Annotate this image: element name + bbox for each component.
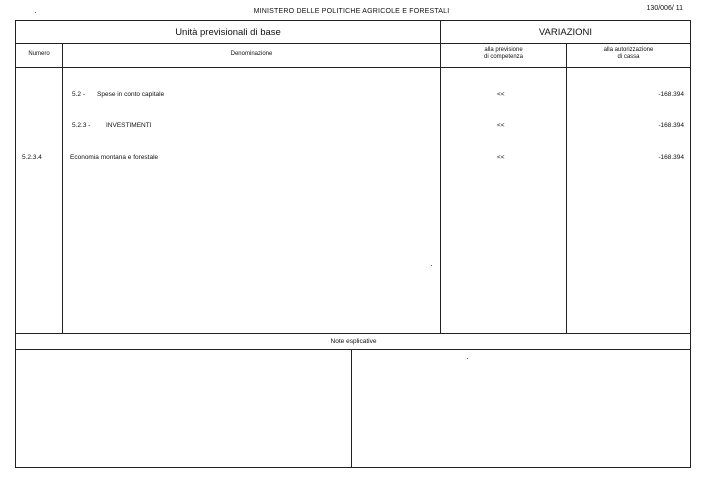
- table-top-border: [15, 20, 691, 21]
- col-header-cassa: alla autorizzazione di cassa: [603, 47, 654, 60]
- row-denominazione: Spese in conto capitale: [97, 91, 165, 98]
- row-competenza: <<: [497, 91, 505, 98]
- table-bottom-border: [15, 467, 691, 468]
- notes-title: Note esplicative: [330, 338, 377, 345]
- row-code: 5.2 -: [72, 91, 86, 98]
- group-header-unita: Unità previsionali di base: [175, 27, 281, 38]
- ministry-title: MINISTERO DELLE POLITICHE AGRICOLE E FORESTALI: [253, 8, 450, 15]
- header-divider-1: [15, 43, 691, 44]
- row-cassa: -168.394: [658, 154, 684, 161]
- header-divider-2: [15, 67, 691, 68]
- col-header-denominazione: Denominazione: [230, 51, 273, 57]
- col-divider-variazioni: [440, 20, 441, 333]
- row-cassa: -168.394: [658, 91, 684, 98]
- row-denominazione: INVESTIMENTI: [106, 122, 152, 129]
- scan-speck: [467, 358, 468, 359]
- notes-top-border: [15, 333, 691, 334]
- col-divider-numero: [62, 43, 63, 333]
- group-header-variazioni: VARIAZIONI: [538, 27, 593, 38]
- col-divider-cassa: [566, 43, 567, 333]
- row-cassa: -168.394: [658, 122, 684, 129]
- scan-speck: [431, 265, 432, 266]
- row-competenza: <<: [497, 122, 505, 129]
- row-denominazione: Economia montana e forestale: [70, 154, 159, 161]
- table-right-border: [690, 20, 691, 468]
- notes-left-box: [16, 350, 351, 467]
- row-code: 5.2.3 -: [72, 122, 91, 129]
- document-number: 130/006/ 11: [646, 5, 683, 12]
- col-header-numero: Numero: [28, 51, 50, 57]
- col-header-competenza: alla previsione di competenza: [483, 47, 524, 60]
- row-competenza: <<: [497, 154, 505, 161]
- row-numero: 5.2.3.4: [22, 154, 42, 161]
- notes-right-box: [352, 350, 690, 467]
- scan-speck: [35, 12, 36, 13]
